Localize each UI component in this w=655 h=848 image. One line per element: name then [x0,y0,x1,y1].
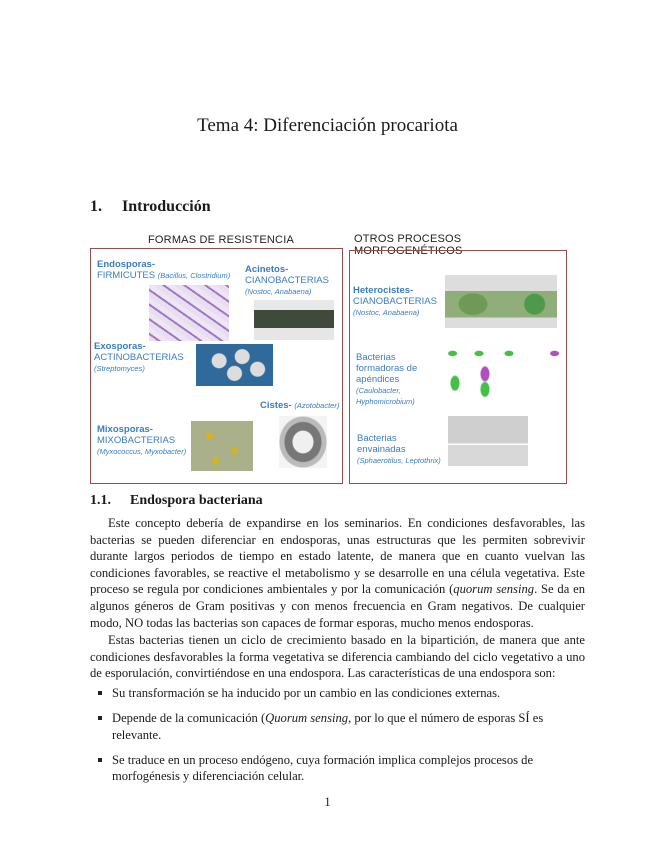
endosporas-label: Endosporas- FIRMICUTES (Bacillus, Clostridium) [97,259,231,281]
section-title: Introducción [122,198,211,215]
sheathed-bacteria-micrograph [448,416,528,466]
heterocistes-label: Heterocistes- CIANOBACTERIAS (Nostoc, Anabaena) [353,285,437,317]
subsection-title: Endospora bacteriana [130,493,263,508]
subsection-heading [90,493,263,509]
page-title: Tema 4: Diferenciación procariota [197,115,458,136]
paragraph-1: Este concepto debería de expandirse en los seminarios. En condiciones desfavorables, las bacterias se pueden diferenciar en endosporas, unas estructuras que les permiten sobrevivir durante largos periodos de tiempo en estado latente, de manera que en cuanto vuelvan las condiciones favorables, se reactive el metabolismo y se desarrolle en una célula vegetativa. Este proceso se regula por condiciones ambientales y por la comunicación (quorum sensing. Se da en algunos géneros de Gram positivas y con menos frecuencia en Gram negativos. De cualquier modo, NO todas las bacterias son capaces de formar esporas, mucho menos endosporas. [90,516,585,630]
myxospore-micrograph [191,421,253,471]
endospore-micrograph [149,285,229,341]
akinete-micrograph [254,300,334,340]
section-number: 1. [90,198,102,215]
appendage-diagram [443,346,563,408]
mixosporas-label: Mixosporas- MIXOBACTERIAS (Myxococcus, Myxobacter) [97,424,187,456]
exosporas-label: Exosporas- ACTINOBACTERIAS (Streptomyces) [94,341,184,373]
acinetos-label: Acinetos- CIANOBACTERIAS (Nostoc, Anabaena) [245,264,329,296]
envainadas-label: Bacterias envainadas (Sphaerotilus, Leptothrix) [357,433,441,465]
list-item: Su transformación se ha inducido por un cambio en las condiciones externas. [90,685,585,702]
list-item: Se traduce en un proceso endógeno, cuya formación implica complejos procesos de morfogénesis y diferenciación celular. [90,752,585,785]
heterocyst-micrograph [445,275,557,328]
exospore-micrograph [196,344,273,386]
cistes-label: Cistes- (Azotobacter) [260,400,340,411]
list-item: Depende de la comunicación (Quorum sensing, por lo que el número de esporas SÍ es relevante. [90,710,585,743]
page-number: 1 [324,795,331,809]
figure [88,228,570,486]
subsection-number: 1.1. [90,493,111,508]
left-panel-header: FORMAS DE RESISTENCIA [148,234,294,246]
right-panel-header: OTROS PROCESOS MORFOGENÉTICOS [354,233,463,257]
cyst-micrograph [279,416,327,468]
endospore-characteristics-list [90,685,585,793]
section-heading [90,198,211,216]
paragraph-2: Estas bacterias tienen un ciclo de crecimiento basado en la bipartición, de manera que ante condiciones desfavorables la forma vegetativa se diferencia cambiando del ciclo vegetativo a uno de esporulación, convirtiéndose en una endospora. Las características de una endospora son: [90,633,585,681]
apendices-label: Bacterias formadoras de apéndices (Caulobacter, Hyphomicrobium) [356,352,418,406]
